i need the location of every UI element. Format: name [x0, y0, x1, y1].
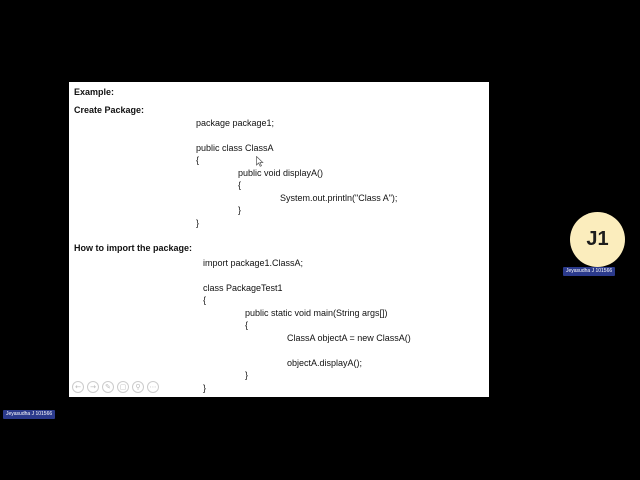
create-package-heading: Create Package:	[74, 105, 145, 115]
code-line: class PackageTest1	[203, 283, 283, 293]
zoom-icon[interactable]: ⚲	[132, 381, 144, 393]
code-line: public static void main(String args[])	[245, 308, 388, 318]
code-line: }	[203, 383, 207, 393]
mouse-cursor-icon	[256, 156, 264, 167]
code-line: }	[196, 218, 200, 228]
example-heading: Example:	[74, 87, 115, 97]
forward-icon[interactable]: →	[87, 381, 99, 393]
code-line: }	[238, 205, 242, 215]
code-line: {	[238, 180, 242, 190]
slide-toolbar	[72, 381, 159, 393]
more-icon[interactable]: ⋯	[147, 381, 159, 393]
code-line: }	[245, 370, 249, 380]
code-line: public class ClassA	[196, 143, 274, 153]
participant-name-tag: Jeyasudha J 101566	[563, 267, 615, 276]
participant-avatar[interactable]: J1	[570, 212, 625, 267]
back-icon[interactable]: ←	[72, 381, 84, 393]
code-line: objectA.displayA();	[287, 358, 363, 368]
code-line: public void displayA()	[238, 168, 324, 178]
shared-slide	[69, 82, 489, 397]
code-line: package package1;	[196, 118, 275, 128]
code-line: {	[245, 320, 249, 330]
code-line: System.out.println("Class A");	[280, 193, 398, 203]
import-package-heading: How to import the package:	[74, 243, 193, 253]
pen-icon[interactable]: ✎	[102, 381, 114, 393]
code-line: ClassA objectA = new ClassA()	[287, 333, 411, 343]
code-line: {	[203, 295, 207, 305]
presenter-name-tag: Jeyasudha J 101566	[3, 410, 55, 419]
copy-icon[interactable]: ▢	[117, 381, 129, 393]
code-line: {	[196, 155, 200, 165]
code-line: import package1.ClassA;	[203, 258, 304, 268]
